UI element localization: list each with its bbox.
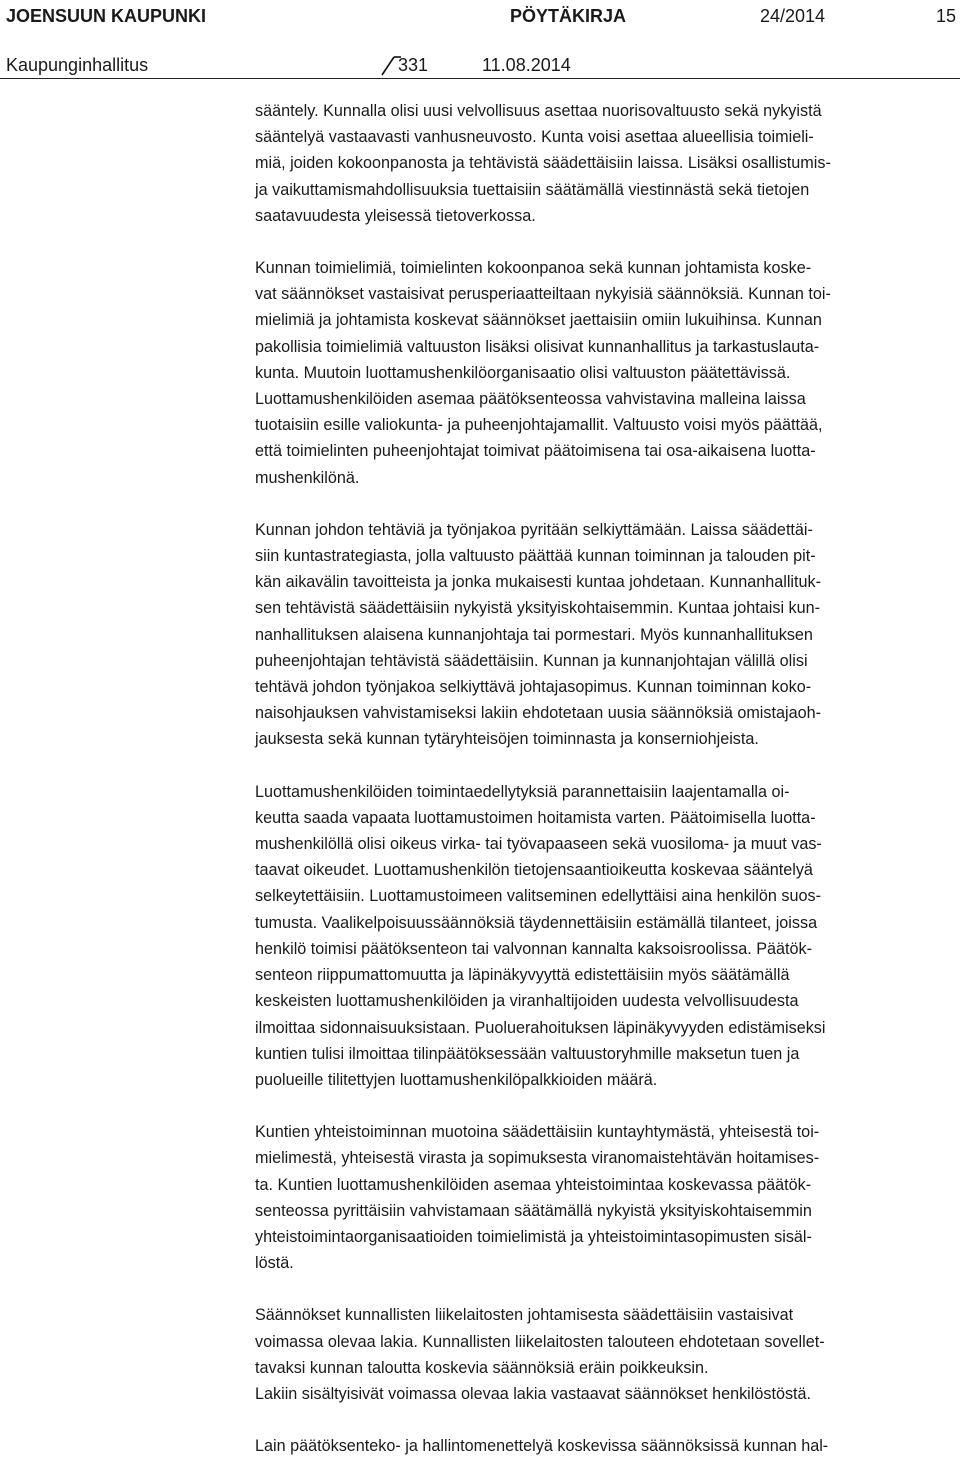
- document-body: [255, 98, 955, 1459]
- text-line: sääntely. Kunnalla olisi uusi velvollisuus asettaa nuorisovaltuusto sekä nykyistä: [255, 102, 822, 120]
- text-line: ilmoittaa sidonnaisuuksistaan. Puoluerahoituksen läpinäkyvyyden edistämiseksi: [255, 1018, 826, 1037]
- paragraph: [255, 1119, 955, 1276]
- text-line: Kuntien yhteistoiminnan muotoina säädettäisiin kuntayhtymästä, yhteisestä toi-: [255, 1123, 820, 1142]
- paragraph: [255, 1302, 955, 1407]
- text-line: saatavuudesta yleisessä tietoverkossa.: [255, 206, 536, 225]
- paragraph: [255, 779, 955, 1093]
- text-line: senteossa pyrittäisiin vahvistamaan säätämällä nykyistä yksityiskohtaisemmin: [255, 1201, 812, 1220]
- text-line: mushenkilönä.: [255, 468, 360, 487]
- text-line: Lain päätöksenteko- ja hallintomenettelyä koskevissa säännöksissä kunnan hal-: [255, 1437, 829, 1456]
- text-line: jauksesta sekä kunnan tytäryhteisöjen toiminnasta ja konserniohjeista.: [255, 730, 759, 749]
- text-line: selkeytettäisiin. Luottamustoimeen valitseminen edellyttäisi aina henkilön suos-: [255, 887, 821, 906]
- organization-name: JOENSUUN KAUPUNKI: [6, 6, 207, 26]
- text-line: mielimiä ja johtamista koskevat säännökset jaettaisiin omiin lukuihinsa. Kunnan: [255, 311, 822, 330]
- text-line: senteon riippumattomuutta ja läpinäkyvyyttä edistettäisiin myös säätämällä: [255, 966, 790, 985]
- text-line: mielimestä, yhteisestä virasta ja sopimuksesta viranomaistehtävän hoitamises-: [255, 1149, 820, 1168]
- section-number: 331: [398, 55, 429, 75]
- text-line: nanhallituksen alaisena kunnanjohtaja tai pormestari. Myös kunnanhallituksen: [255, 625, 813, 644]
- text-line: keskeisten luottamushenkilöiden ja viranhaltijoiden uudesta velvollisuudesta: [255, 992, 799, 1011]
- text-line: tumusta. Vaalikelpoisuussäännöksiä täydennettäisiin estämällä tilanteet, joissa: [255, 913, 818, 932]
- header-row-top: [0, 1, 960, 31]
- document-number: 24/2014: [760, 6, 826, 26]
- header-row-bottom: [0, 50, 960, 80]
- text-line: tehtävä johdon työnjakoa selkiyttävä johtajasopimus. Kunnan toiminnan koko-: [255, 678, 812, 697]
- text-line: Luottamushenkilöiden toimintaedellytyksiä parannettaisiin laajentamalla oi-: [255, 782, 790, 801]
- text-line: sääntelyä vastaavasti vanhusneuvosto. Kunta voisi asettaa alueellisia toimieli-: [255, 128, 814, 147]
- text-line: puolueille tilitettyjen luottamushenkilöpalkkioiden määrä.: [255, 1070, 658, 1089]
- text-line: tuotaisiin esille valiokunta- ja puheenjohtajamallit. Valtuusto voisi myös päättää,: [255, 416, 823, 435]
- text-line: naisohjauksen vahvistamiseksi lakiin ehdotetaan uusia säännöksiä omistajaoh-: [255, 704, 821, 723]
- text-line: vat säännökset vastaisivat perusperiaatteiltaan nykyisiä säännöksiä. Kunnan toi-: [255, 285, 831, 304]
- text-line: kunta. Muutoin luottamushenkilöorganisaatio olisi valtuuston päätettävissä.: [255, 363, 791, 382]
- text-line: ja vaikuttamismahdollisuuksia tuettaisiin säätämällä viestinnästä sekä tietojen: [255, 180, 810, 199]
- text-line: pakollisia toimielimiä valtuuston lisäksi olisivat kunnanhallitus ja tarkastuslauta-: [255, 337, 820, 356]
- text-line: miä, joiden kokoonpanosta ja tehtävistä säädettäisiin laissa. Lisäksi osallistumis-: [255, 154, 831, 173]
- paragraph: [255, 517, 955, 753]
- text-line: taavat oikeudet. Luottamushenkilön tietojensaantioikeutta koskevaa sääntelyä: [255, 861, 813, 880]
- text-line: Säännökset kunnallisten liikelaitosten johtamisesta säädettäisiin vastaisivat: [255, 1306, 794, 1325]
- header-divider: [0, 78, 960, 79]
- text-line: kuntien tulisi ilmoittaa tilinpäätöksessään valtuustoryhmille maksetun tuen ja: [255, 1044, 800, 1063]
- document-type: PÖYTÄKIRJA: [510, 6, 627, 26]
- text-line: ta. Kuntien luottamushenkilöiden asemaa yhteistoimintaa koskevassa päätök-: [255, 1175, 812, 1194]
- text-line: kän aikavälin tavoitteista ja jonka mukaisesti kuntaa johdetaan. Kunnanhallituk-: [255, 573, 822, 592]
- text-line: löstä.: [255, 1254, 294, 1273]
- text-line: voimassa olevaa lakia. Kunnallisten liikelaitosten talouteen ehdotetaan sovellet-: [255, 1332, 825, 1351]
- page-header: [0, 0, 960, 80]
- text-line: Lakiin sisältyisivät voimassa olevaa lakia vastaavat säännökset henkilöstöstä.: [255, 1384, 812, 1403]
- text-line: Luottamushenkilöiden asemaa päätöksenteossa vahvistavina malleina laissa: [255, 390, 806, 409]
- text-line: Kunnan toimielimiä, toimielinten kokoonpanoa sekä kunnan johtamista koske-: [255, 259, 812, 278]
- text-line: henkilö toimisi päätöksenteon tai valvonnan kannalta kaksoisroolissa. Päätök-: [255, 939, 812, 958]
- text-line: siin kuntastrategiasta, jolla valtuusto päättää kunnan toiminnan ja talouden pit-: [255, 547, 816, 566]
- text-line: mushenkilöllä olisi oikeus virka- tai työvapaaseen sekä vuosiloma- ja muut vas-: [255, 835, 822, 854]
- meeting-date: 11.08.2014: [482, 55, 571, 75]
- text-line: keutta saada vapaata luottamustoimen hoitamista varten. Päätoimisella luotta-: [255, 808, 816, 827]
- text-line: että toimielinten puheenjohtajat toimivat päätoimisena tai osa-aikaisena luotta-: [255, 442, 816, 461]
- paragraph: [255, 98, 955, 229]
- text-line: puheenjohtajan tehtävistä säädettäisiin. Kunnan ja kunnanjohtajan välillä olisi: [255, 651, 808, 670]
- paragraph: [255, 255, 955, 491]
- text-line: yhteistoimintaorganisaatioiden toimielimistä ja yhteistoimintasopimusten sisäl-: [255, 1227, 812, 1246]
- paragraph: [255, 1433, 955, 1459]
- board-name: Kaupunginhallitus: [6, 55, 149, 75]
- page-number: 15: [936, 6, 957, 26]
- text-line: tavaksi kunnan taloutta koskevia säännöksiä eräin poikkeuksin.: [255, 1358, 709, 1377]
- text-line: sen tehtävistä säädettäisiin nykyistä yksityiskohtaisemmin. Kuntaa johtaisi kun-: [255, 599, 821, 618]
- text-line: Kunnan johdon tehtäviä ja työnjakoa pyritään selkiyttämään. Laissa säädettäi-: [255, 520, 813, 539]
